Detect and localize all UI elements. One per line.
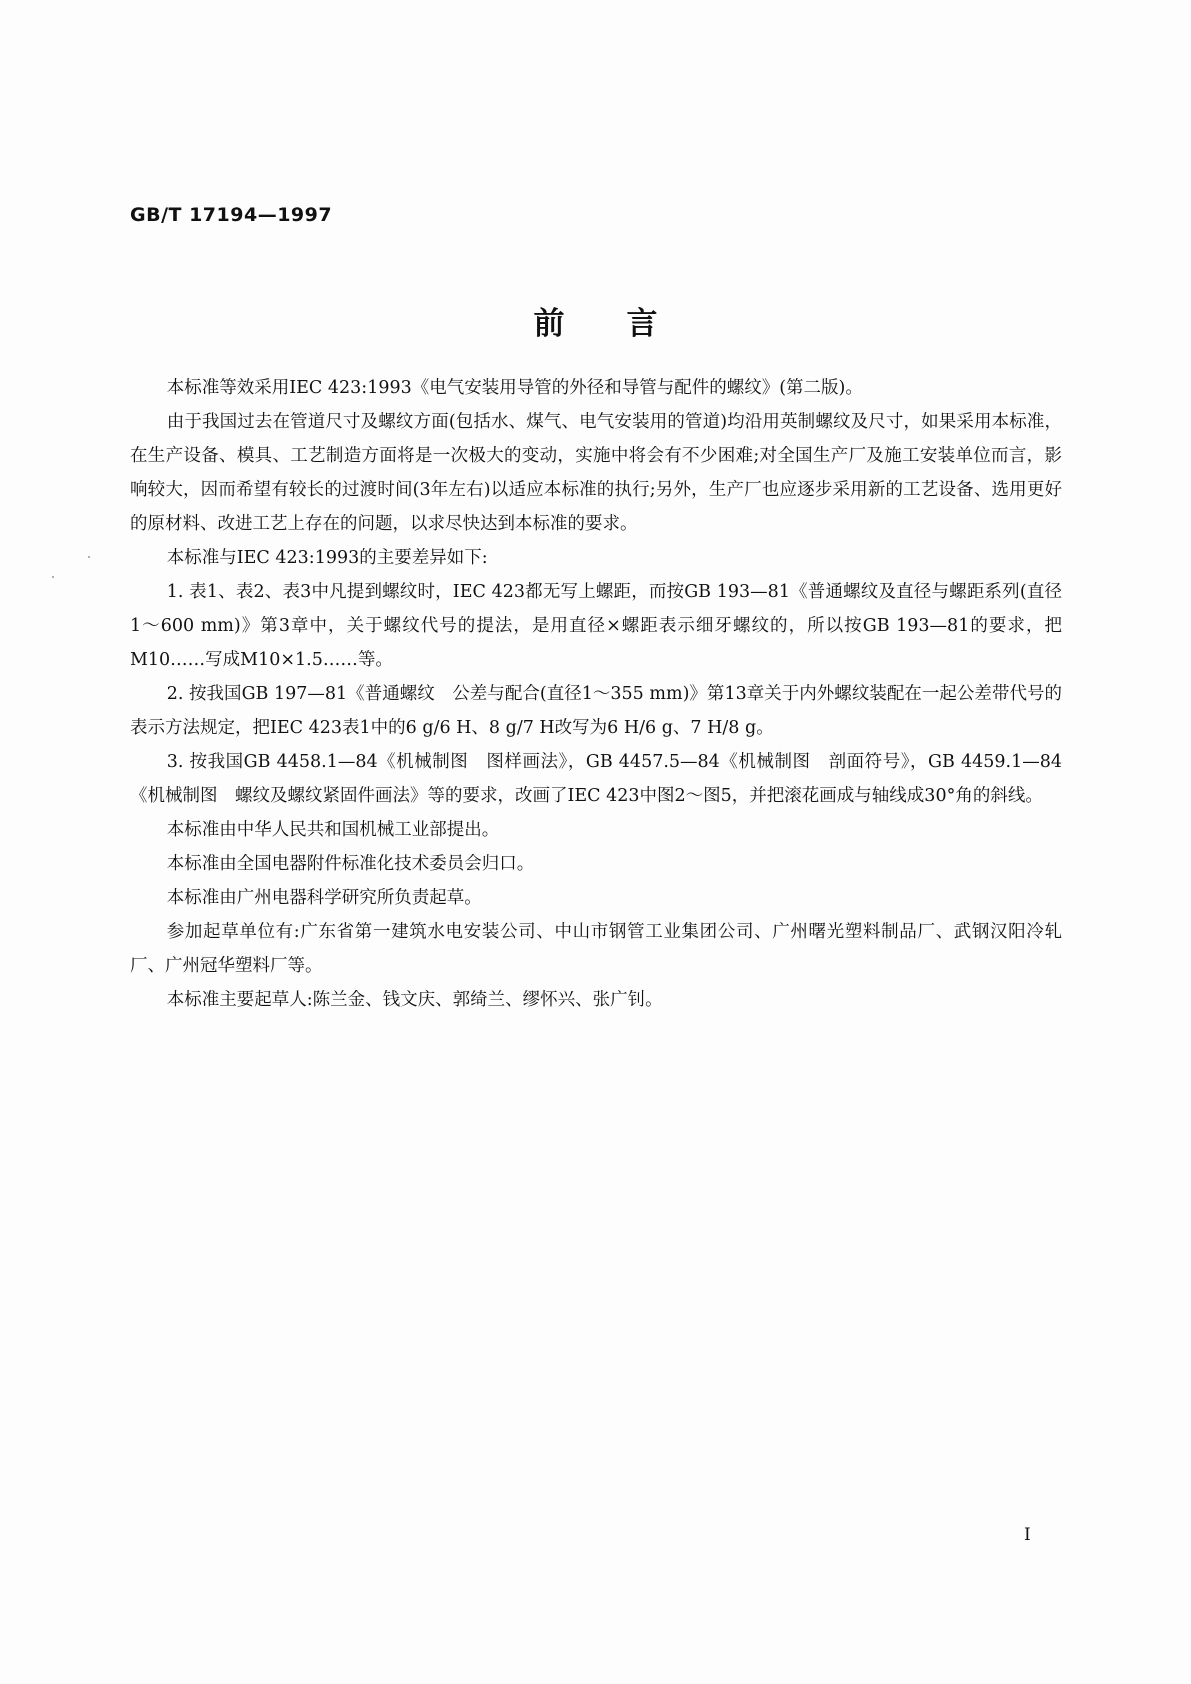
paragraph-drafted-by: 本标准由广州电器科学研究所负责起草。 [166,888,482,908]
page-title: 前言 [533,306,720,342]
page-number: I [1024,1525,1031,1545]
paragraph-adoption: 本标准等效采用IEC 423:1993《电气安装用导管的外径和导管与配件的螺纹》(第二版)。 [166,378,863,398]
scan-speck [52,576,54,578]
paragraph-difference-2: 2. 按我国GB 197—81《普通螺纹 公差与配合(直径1～355 mm)》第13章关于内外螺纹装配在一起公差带代号的表示方法规定，把IEC 423表1中的6 g/6 H、8 g/7 H改写为6 H/6 g、7 H/8 g。 [130,684,1062,738]
standard-code: GB/T 17194—1997 [130,204,333,226]
paragraph-administered-by: 本标准由全国电器附件标准化技术委员会归口。 [166,854,535,874]
paragraph-proposed-by: 本标准由中华人民共和国机械工业部提出。 [166,820,500,840]
paragraph-differences-intro: 本标准与IEC 423:1993的主要差异如下: [166,548,488,568]
scan-speck [88,556,90,558]
paragraph-participants: 参加起草单位有:广东省第一建筑水电安装公司、中山市钢管工业集团公司、广州曙光塑料制品厂、武钢汉阳冷轧厂、广州冠华塑料厂等。 [130,922,1062,976]
paragraph-drafters: 本标准主要起草人:陈兰金、钱文庆、郭绮兰、缪怀兴、张广钊。 [166,990,663,1010]
paragraph-background: 由于我国过去在管道尺寸及螺纹方面(包括水、煤气、电气安装用的管道)均沿用英制螺纹及尺寸，如果采用本标准，在生产设备、模具、工艺制造方面将是一次极大的变动，实施中将会有不少困难;对全国生产厂及施工安装单位而言，影响较大，因而希望有较长的过渡时间(3年左右)以适应本标准的执行;另外，生产厂也应逐步采用新的工艺设备、选用更好的原材料、改进工艺上存在的问题，以求尽快达到本标准的要求。 [130,412,1062,534]
paragraph-difference-3: 3. 按我国GB 4458.1—84《机械制图 图样画法》，GB 4457.5—84《机械制图 剖面符号》，GB 4459.1—84《机械制图 螺纹及螺纹紧固件画法》等的要求，改画了IEC 423中图2～图5，并把滚花画成与轴线成30°角的斜线。 [130,752,1062,806]
foreword-body [130,371,1062,1017]
paragraph-difference-1: 1. 表1、表2、表3中凡提到螺纹时，IEC 423都无写上螺距，而按GB 193—81《普通螺纹及直径与螺距系列(直径1～600 mm)》第3章中，关于螺纹代号的提法，是用直径×螺距表示细牙螺纹的，所以按GB 193—81的要求，把M10……写成M10×1.5……等。 [130,582,1062,670]
